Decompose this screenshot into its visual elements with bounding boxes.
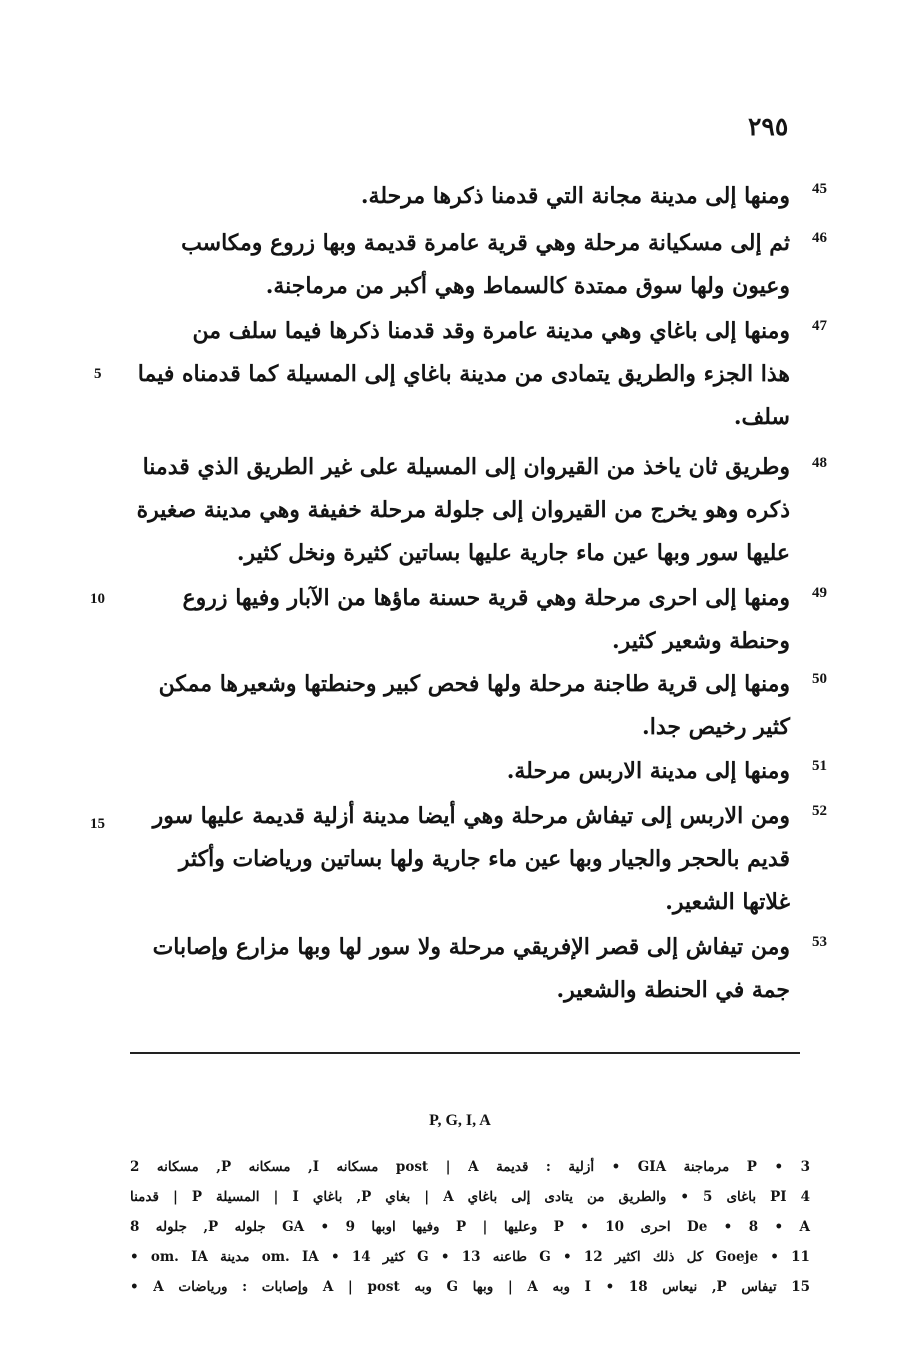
apparatus-line: 15 تيفاس P, نيعاس I • 18 وبه A | وبها G وبه A | post وإصابات : ورياضات A • [130,1279,810,1295]
entry-paragraph [118,926,790,1012]
entry-line: ومنها إلى احرى مرحلة وهي قرية حسنة ماؤها من الآبار وفيها زروع [182,585,790,611]
entry-paragraph [118,310,790,439]
entry-paragraph [118,750,790,793]
entry-number: 49 [812,585,827,601]
entry-number: 52 [812,803,827,819]
margin-line-number: 5 [94,366,102,382]
entry-paragraph [118,577,790,663]
entry-line: ثم إلى مسكيانة مرحلة وهي قرية عامرة قديمة وبها زروع ومكاسب [181,230,790,256]
apparatus-line: P • 3 مرماجنة GIA • أزلية : قديمة post | A مسكانه I, مسكانه P, مسكانه 2 [130,1159,810,1175]
entry-number: 53 [812,934,827,950]
entry-paragraph [118,446,790,575]
entry-line: جمة في الحنطة والشعير. [556,977,790,1003]
entry-line: ومنها إلى باغاي وهي مدينة عامرة وقد قدمنا ذكرها فيما سلف من [192,318,790,344]
entry-number: 45 [812,181,827,197]
apparatus-line: 4 PI باغاى 5 • والطريق من يتادى إلى باغاي A | بغاي P, باغاي I | المسيلة P | قدمنا [130,1189,810,1205]
entry-line: هذا الجزء والطريق يتمادى من مدينة باغاي إلى المسيلة كما قدمناه فيما [137,361,790,387]
entry-line: ذكره وهو يخرج من القيروان إلى جلولة مرحلة خفيفة وهي مدينة صغيرة [136,497,790,523]
entry-number: 48 [812,455,827,471]
page-number: ٢٩٥ [748,112,789,141]
apparatus-line: Goeje • 11 كل ذلك اكثير G • 12 طاعنه G • 13 كثير om. IA • 14 مدينة om. IA • [130,1249,810,1265]
entry-line: ومن الاربس إلى تيفاش مرحلة وهي أيضا مدينة أزلية قديمة عليها سور [152,803,790,829]
entry-line: سلف. [733,404,790,430]
entry-number: 46 [812,230,827,246]
entry-line: وعيون ولها سوق ممتدة كالسماط وهي أكبر من مرماجنة. [265,273,790,299]
entry-line: ومنها إلى مدينة مجانة التي قدمنا ذكرها مرحلة. [360,183,790,209]
entry-line: وطريق ثان ياخذ من القيروان إلى المسيلة على غير الطريق الذي قدمنا [142,454,790,480]
entry-line: غلاتها الشعير. [665,889,790,915]
entry-line: ومنها إلى مدينة الاربس مرحلة. [506,758,790,784]
entry-line: قديم بالحجر والجيار وبها عين ماء جارية ولها بساتين ورياضات وأكثر [178,846,790,872]
entry-line: كثير رخيص جدا. [642,714,790,740]
apparatus-sigla-heading: P, G, I, A [429,1112,491,1129]
entry-paragraph [118,222,790,308]
entry-line: ومن تيفاش إلى قصر الإفريقي مرحلة ولا سور لها وبها مزارع وإصابات [152,934,790,960]
entry-paragraph [118,663,790,749]
margin-line-number: 15 [90,816,105,832]
apparatus-line: De • 8 • A احرى 10 • P وعليها | P وفيها اوبها 9 • GA جلوله P, جلوله 8 [130,1219,810,1235]
entry-line: ومنها إلى قرية طاجنة مرحلة ولها فحص كبير وحنطتها وشعيرها ممكن [158,671,790,697]
footnote-rule [130,1052,800,1054]
entry-number: 51 [812,758,827,774]
entry-number: 50 [812,671,827,687]
entry-line: عليها سور وبها عين ماء جارية عليها بساتين كثيرة ونخل كثير. [236,540,790,566]
entry-paragraph [118,175,790,218]
entry-line: وحنطة وشعير كثير. [611,628,790,654]
margin-line-number: 10 [90,591,105,607]
entry-paragraph [118,795,790,924]
entry-number: 47 [812,318,827,334]
